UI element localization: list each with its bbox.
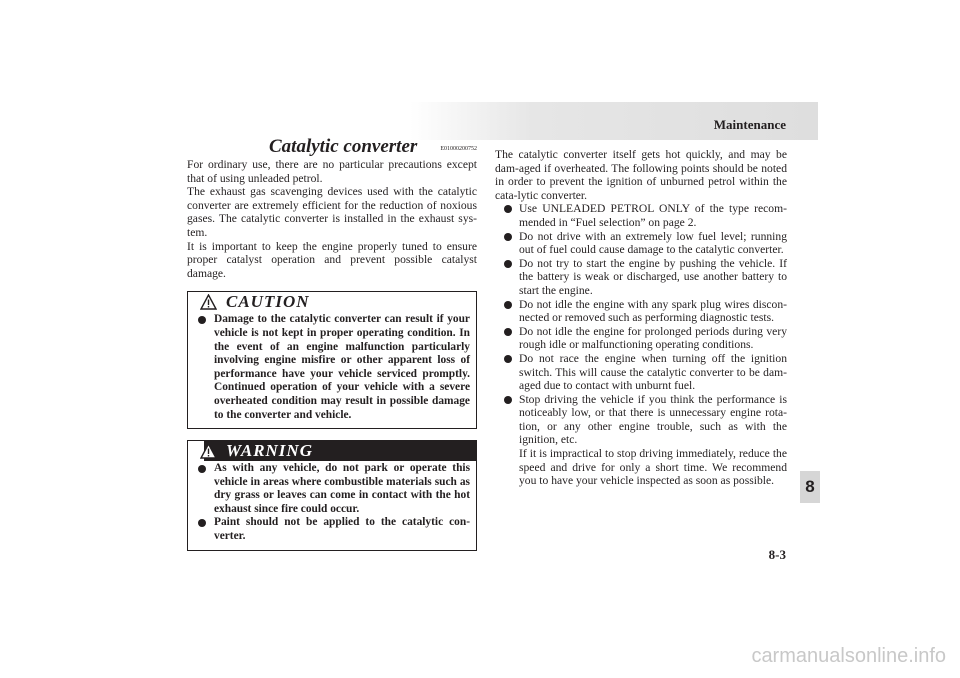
page-number: 8-3 <box>768 547 786 562</box>
bullet-icon <box>504 205 512 213</box>
warning-header <box>188 441 470 461</box>
intro-paragraph-2: The exhaust gas scavenging devices used with the catalytic converter are extremely efficient for the reduction of noxious gases. The catalytic converter is installed in the exhaust sys-tem. <box>187 185 477 239</box>
list-item: Do not drive with an extremely low fuel level; running out of fuel could cause damage to the catalytic converter. <box>495 230 787 257</box>
intro-paragraph-3: It is important to keep the engine properly tuned to ensure proper catalyst operation and prevent possible catalyst damage. <box>187 239 477 280</box>
bullet-icon <box>504 396 512 404</box>
page-heading: Catalytic converter <box>269 136 418 157</box>
chapter-tab: 8 <box>800 471 820 503</box>
warning-box <box>187 440 477 551</box>
intro-paragraph-1: For ordinary use, there are no particular precautions except that of using unleaded petrol. <box>187 158 477 185</box>
right-column <box>495 148 787 488</box>
section-title: Maintenance <box>713 117 786 132</box>
list-item: Stop driving the vehicle if you think the performance is noticeably low, or that there is unnecessary engine rota-tion, or any other engine trouble, such as with the ignition, etc. <box>495 393 787 447</box>
caution-box <box>187 291 477 429</box>
caution-item: Damage to the catalytic converter can result if your vehicle is not kept in proper operating condition. In the event of an engine malfunction particularly involving engine misfire or other apparent loss of performance have your vehicle serviced promptly. Continued operation of your vehicle with a severe overheated condition may result in possible damage to the converter and vehicle. <box>188 313 470 422</box>
bullet-icon <box>198 519 206 527</box>
precaution-list <box>495 202 787 447</box>
warning-label: WARNING <box>226 441 313 461</box>
list-item: Do not idle the engine for prolonged periods during very rough idle or malfunctioning operating conditions. <box>495 325 787 352</box>
left-column <box>187 136 477 551</box>
right-intro: The catalytic converter itself gets hot quickly, and may be dam-aged if overheated. The following points should be noted in order to prevent the ignition of unburned petrol within the cata-lytic converter. <box>495 148 787 202</box>
warning-triangle-icon <box>200 443 217 459</box>
caution-header <box>188 292 470 312</box>
list-item: Use UNLEADED PETROL ONLY of the type recom-mended in “Fuel selection” on page 2. <box>495 202 787 229</box>
bullet-icon <box>504 233 512 241</box>
watermark: carmanualsonline.info <box>751 645 946 667</box>
bullet-icon <box>504 355 512 363</box>
caution-list <box>188 313 470 422</box>
list-item: Do not try to start the engine by pushing the vehicle. If the battery is weak or discharged, use another battery to start the engine. <box>495 257 787 298</box>
warning-item: Paint should not be applied to the catalytic con-verter. <box>188 516 470 543</box>
bullet-icon <box>504 260 512 268</box>
warning-list <box>188 462 470 544</box>
list-item: Do not idle the engine with any spark plug wires discon-nected or removed such as performing diagnostic tests. <box>495 298 787 325</box>
caution-label: CAUTION <box>226 292 310 312</box>
bullet-icon <box>198 465 206 473</box>
follow-paragraph: If it is impractical to stop driving immediately, reduce the speed and drive for only a short time. We recommend you to have your vehicle inspected as soon as possible. <box>519 447 787 488</box>
heading-row <box>187 136 477 158</box>
bullet-icon <box>504 328 512 336</box>
bullet-icon <box>504 301 512 309</box>
bullet-icon <box>198 316 206 324</box>
caution-triangle-icon <box>200 294 217 310</box>
warning-item: As with any vehicle, do not park or operate this vehicle in areas where combustible materials such as dry grass or leaves can come in contact with the hot exhaust since fire could occur. <box>188 462 470 516</box>
list-item: Do not race the engine when turning off the ignition switch. This will cause the catalytic converter to be dam-aged due to contact with unburnt fuel. <box>495 352 787 393</box>
heading-code: E01000200752 <box>440 146 477 152</box>
